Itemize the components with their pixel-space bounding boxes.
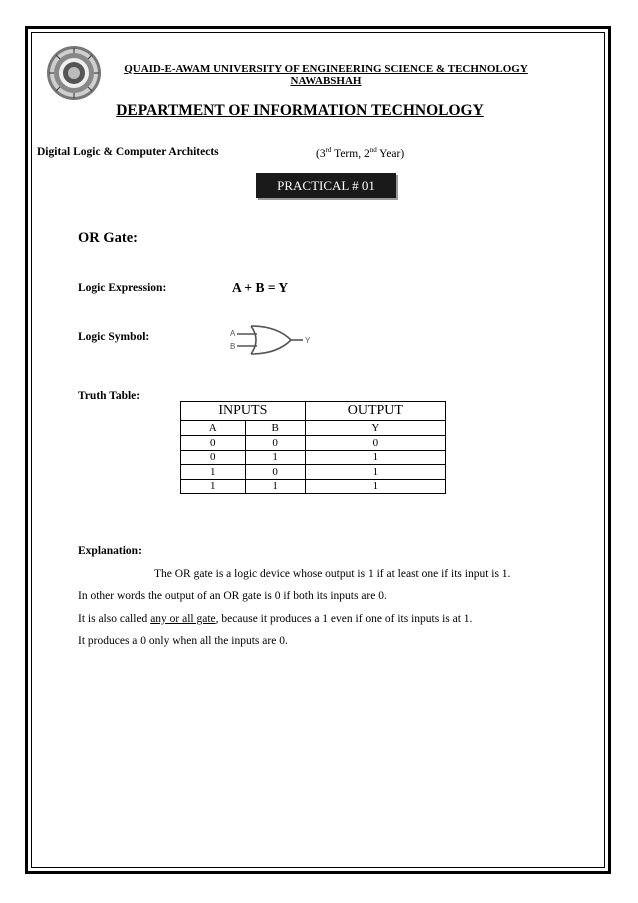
explanation-line-1: The OR gate is a logic device whose output is 1 if at least one if its input is 1. <box>154 568 511 580</box>
any-or-all-gate-term: any or all gate <box>150 613 216 625</box>
explanation-line-4: It produces a 0 only when all the inputs are 0. <box>78 635 288 647</box>
logic-expression-value: A + B = Y <box>232 280 289 295</box>
table-cell: 1 <box>181 479 246 494</box>
or-gate-symbol-icon <box>229 320 315 360</box>
table-cell: 0 <box>245 465 305 480</box>
table-cell: 1 <box>245 450 305 465</box>
logic-symbol-label: Logic Symbol: <box>78 331 150 343</box>
input-a-label: A <box>230 329 236 338</box>
term-info: (3rd Term, 2nd Year) <box>316 146 405 160</box>
university-logo-icon <box>46 45 102 101</box>
truth-table <box>180 401 446 494</box>
inputs-header: INPUTS <box>181 402 306 421</box>
table-cell: 0 <box>305 436 445 451</box>
table-cell: 0 <box>245 436 305 451</box>
table-cell: 1 <box>305 450 445 465</box>
column-header-a: A <box>181 421 246 436</box>
table-row <box>181 465 446 480</box>
output-y-label: Y <box>305 336 311 345</box>
truth-table-label: Truth Table: <box>78 390 141 402</box>
practical-badge: PRACTICAL # 01 <box>256 173 396 198</box>
explanation-label: Explanation: <box>78 545 142 557</box>
table-cell: 0 <box>181 450 246 465</box>
table-row <box>181 450 446 465</box>
table-cell: 1 <box>181 465 246 480</box>
university-name: QUAID-E-AWAM UNIVERSITY OF ENGINEERING SCIENCE & TECHNOLOGY <box>124 63 528 75</box>
column-header-y: Y <box>305 421 445 436</box>
table-row <box>181 479 446 494</box>
column-header-b: B <box>245 421 305 436</box>
table-cell: 1 <box>305 465 445 480</box>
department-title: DEPARTMENT OF INFORMATION TECHNOLOGY <box>116 102 484 119</box>
table-cell: 1 <box>245 479 305 494</box>
table-row <box>181 436 446 451</box>
logic-expression-label: Logic Expression: <box>78 282 167 294</box>
explanation-line-3: It is also called any or all gate, because it produces a 1 even if one of its inputs is at 1. <box>78 613 473 625</box>
input-b-label: B <box>230 342 236 351</box>
section-title: OR Gate: <box>78 230 138 246</box>
course-name: Digital Logic & Computer Architects <box>37 146 219 158</box>
explanation-line-2: In other words the output of an OR gate is 0 if both its inputs are 0. <box>78 590 387 602</box>
table-cell: 0 <box>181 436 246 451</box>
table-cell: 1 <box>305 479 445 494</box>
output-header: OUTPUT <box>305 402 445 421</box>
university-city: NAWABSHAH <box>290 75 362 87</box>
